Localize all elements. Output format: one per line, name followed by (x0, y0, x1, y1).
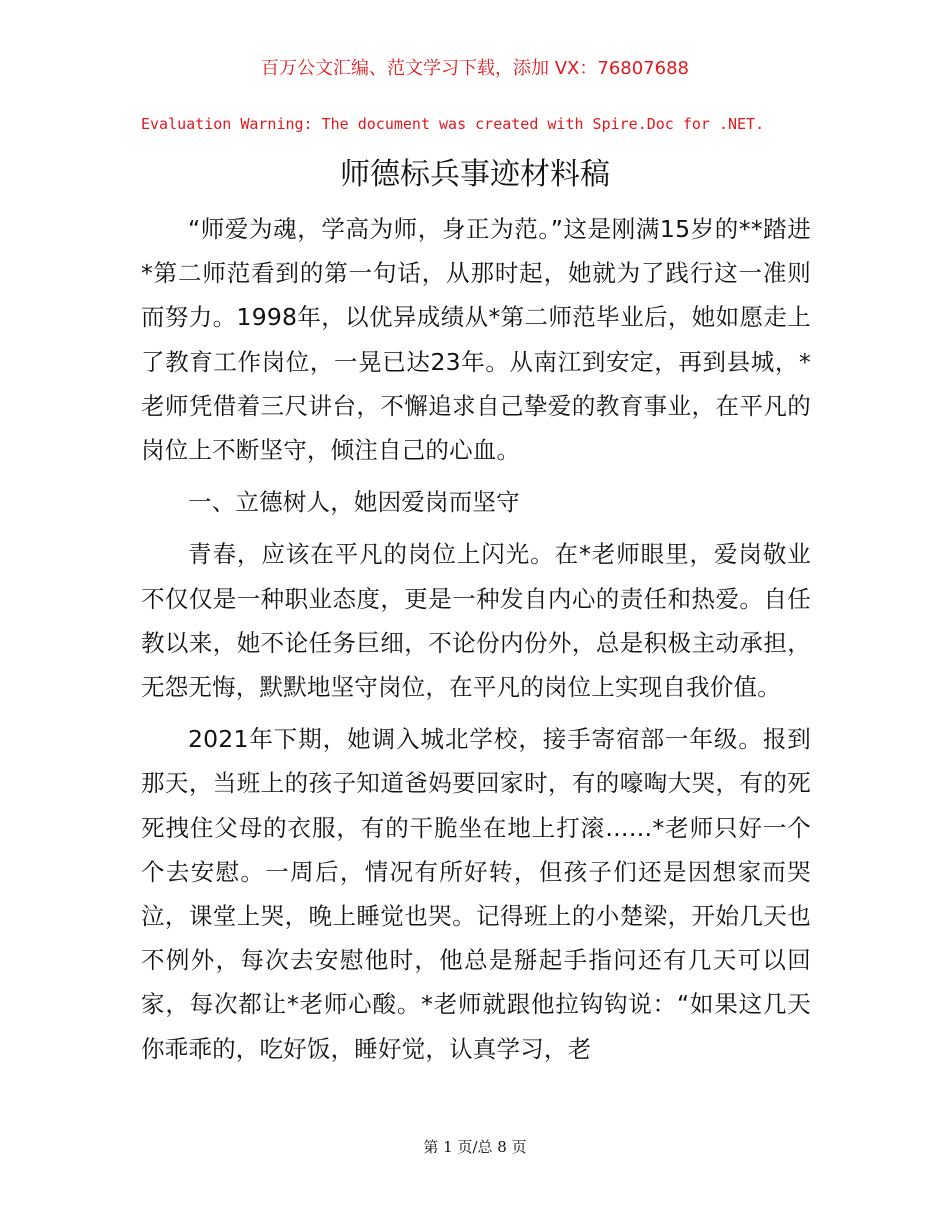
document-body (141, 207, 811, 1071)
paragraph-intro: “师爱为魂，学高为师，身正为范。”这是刚满15岁的**踏进*第二师范看到的第一句话，从那时起，她就为了践行这一准则而努力。1998年，以优异成绩从*第二师范毕业后，她如愿走上了教育工作岗位，一晃已达23年。从南江到安定，再到县城，*老师凭借着三尺讲台，不懈追求自己挚爱的教育事业，在平凡的岗位上不断坚守，倾注自己的心血。 (141, 215, 811, 465)
evaluation-warning: Evaluation Warning: The document was created with Spire.Doc for .NET. (141, 115, 765, 133)
section-heading: 一、立德树人，她因爱岗而坚守 (188, 488, 520, 517)
page-number: 第 1 页/总 8 页 (423, 1138, 527, 1156)
paragraph-dedication: 青春，应该在平凡的岗位上闪光。在*老师眼里，爱岗敬业不仅仅是一种职业态度，更是一种发自内心的责任和热爱。自任教以来，她不论任务巨细，不论份内份外，总是积极主动承担，无怨无悔，默默地坚守岗位，在平凡的岗位上实现自我价值。 (141, 540, 811, 702)
document-title: 师德标兵事迹材料稿 (340, 157, 610, 192)
header-banner: 百万公文汇编、范文学习下载，添加 VX：76807688 (261, 58, 689, 79)
paragraph-story: 2021年下期，她调入城北学校，接手寄宿部一年级。报到那天，当班上的孩子知道爸妈要回家时，有的嚎啕大哭，有的死死拽住父母的衣服，有的干脆坐在地上打滚……*老师只好一个个去安慰。一周后，情况有所好转，但孩子们还是因想家而哭泣，课堂上哭，晚上睡觉也哭。记得班上的小楚梁，开始几天也不例外，每次去安慰他时，他总是掰起手指问还有几天可以回家，每次都让*老师心酸。*老师就跟他拉钩钩说：“如果这几天你乖乖的，吃好饭，睡好觉，认真学习，老 (141, 725, 811, 1063)
